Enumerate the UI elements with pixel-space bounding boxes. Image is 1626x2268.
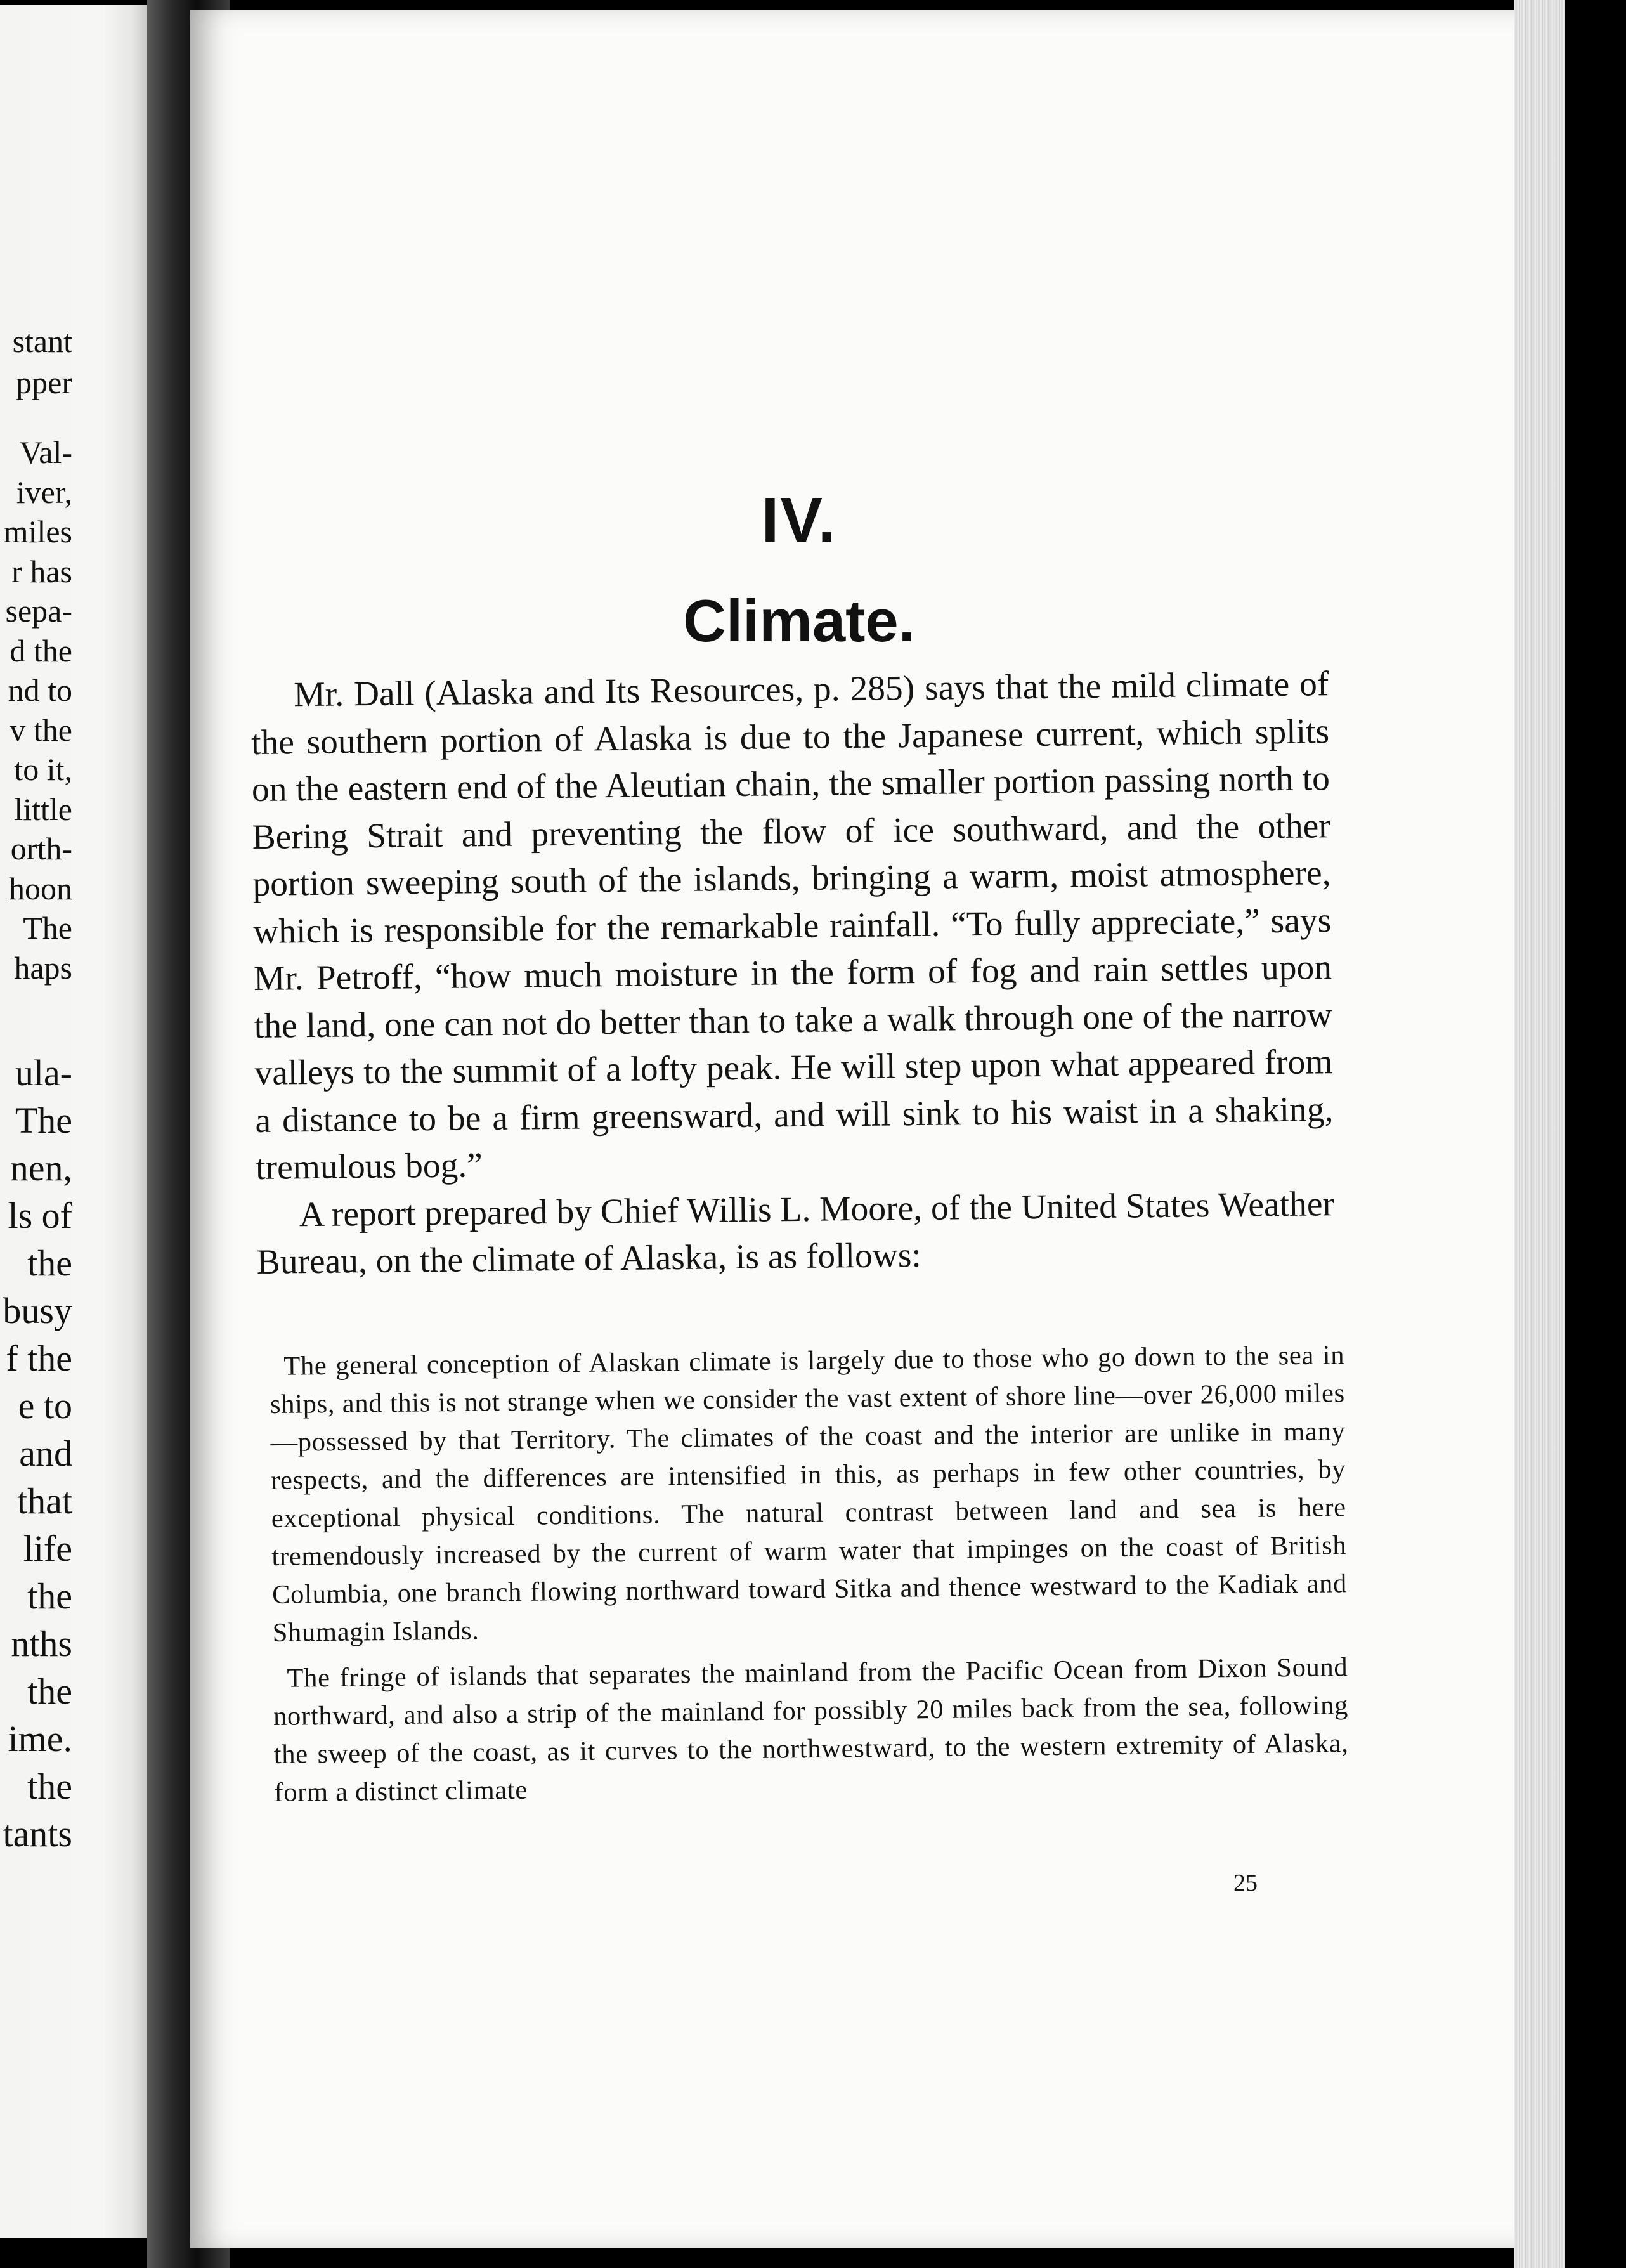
body-text [250, 661, 1335, 1286]
left-line: e to [18, 1385, 72, 1426]
body-paragraph: A report prepared by Chief Willis L. Moore, of the United States Weather Bureau, on the climate of Alaska, is as follows: [256, 1184, 1335, 1282]
left-line: the [27, 1575, 72, 1617]
left-line: sepa- [5, 593, 72, 629]
left-line: miles [3, 514, 72, 549]
quote-paragraph: The general conception of Alaskan climate is largely due to those who go down to the sea in ships, and this is not strange when we consider the vast extent of shore line—over 26,000 miles—possessed by that Territory. The climates of the coast and the interior are unlike in many respects, and the differences are intensified in this, as perhaps in few other countries, by exceptional physical conditions. The natural contrast between land and sea is here tremendously increased by the current of warm water that impinges on the coast of British Columbia, one branch flowing northward toward Sitka and thence westward to the Kadiak and Shumagin Islands. [270, 1340, 1348, 1648]
page-number: 25 [1233, 1870, 1258, 1896]
edge-shadow [1565, 0, 1626, 2268]
left-line: The [15, 1100, 72, 1141]
left-line: pper [16, 365, 72, 400]
left-line: ime. [8, 1718, 72, 1759]
block-quote [270, 1336, 1350, 1812]
left-line: the [27, 1766, 72, 1807]
left-line: Val- [19, 434, 72, 470]
left-page-fragment [0, 5, 147, 2238]
left-line: hoon [9, 871, 72, 906]
quote-paragraph: The fringe of islands that separates the mainland from the Pacific Ocean from Dixon Sound northward, and also a strip of the mainland for possibly 20 miles back from the sea, following the sweep of the coast, as it curves to the northwestward, to the western extremity of Alaska, form a distinct climate [273, 1652, 1349, 1808]
left-line: nd to [8, 672, 72, 708]
body-paragraph: Mr. Dall (Alaska and Its Resources, p. 285) says that the mild climate of the southern portion of Alaska is due to the Japanese current, which splits on the eastern end of the Aleutian chain, the smaller portion passing north to Bering Strait and preventing the flow of ice southward, and the other portion sweeping south of the islands, bringing a warm, moist atmosphere, which is responsible for the remarkable rainfall. “To fully appreciate,” says Mr. Petroff, “how much moisture in the form of fog and rain settles upon the land, one can not do better than to take a walk through one of the narrow valleys to the summit of a lofty peak. He will step upon what appeared from a distance to be a firm greensward, and will sink to his waist in a shaking, tremulous bog.” [250, 665, 1334, 1187]
left-line: The [23, 910, 72, 946]
left-line: tants [3, 1813, 72, 1854]
left-line: ula- [15, 1052, 72, 1093]
chapter-number: IV. [761, 485, 837, 556]
left-line: orth- [10, 831, 72, 866]
left-line: the [27, 1671, 72, 1712]
left-line: that [17, 1480, 72, 1522]
left-line: nen, [10, 1147, 72, 1189]
left-line: and [19, 1433, 72, 1474]
left-line: f the [6, 1338, 72, 1379]
left-line: ls of [8, 1195, 72, 1236]
left-line: d the [10, 633, 72, 668]
page-edges [1514, 0, 1565, 2268]
left-line: haps [14, 950, 72, 986]
left-line: r has [11, 554, 72, 589]
left-line: v the [10, 712, 72, 748]
left-line: little [14, 792, 72, 827]
left-line: busy [3, 1290, 72, 1331]
left-line: the [27, 1242, 72, 1284]
left-line: life [23, 1528, 72, 1569]
left-line: nths [11, 1623, 72, 1664]
chapter-title: Climate. [683, 587, 915, 654]
left-line: to it, [14, 752, 72, 787]
left-line: stant [12, 323, 72, 359]
left-line: iver, [16, 474, 72, 510]
